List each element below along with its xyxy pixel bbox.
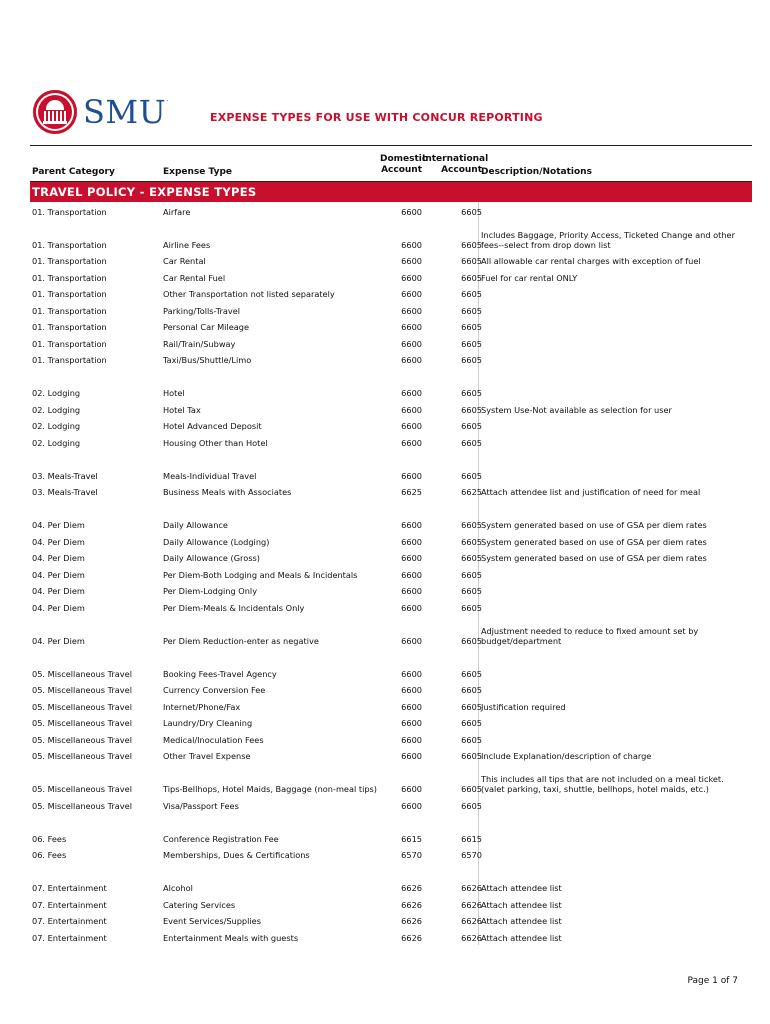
table-row (30, 384, 752, 401)
international-account-cell: 6605 (461, 569, 482, 580)
expense-type-cell: Currency Conversion Fee (163, 685, 266, 695)
parent-category-cell: 07. Entertainment (32, 932, 107, 943)
international-account-cell: 6605 (461, 470, 482, 481)
expense-type-cell: Personal Car Mileage (163, 322, 250, 332)
expense-type-cell: Per Diem Reduction-enter as negative (163, 635, 319, 646)
parent-category-cell: 05. Miscellaneous Travel (32, 668, 132, 679)
description-cell: All allowable car rental charges with exception of fuel (481, 256, 701, 266)
international-account-cell: 6605 (461, 256, 482, 266)
parent-category-cell: 04. Per Diem (32, 553, 85, 563)
header-intl-line1: International (422, 154, 489, 164)
domestic-account-cell: 6600 (401, 239, 422, 250)
table-row (30, 681, 752, 698)
table-row (30, 582, 752, 599)
parent-category-cell: 02. Lodging (32, 404, 81, 415)
domestic-account-cell: 6600 (401, 569, 422, 580)
expense-type-cell: Meals-Individual Travel (163, 470, 257, 481)
expense-type-cell: Airfare (163, 206, 191, 217)
parent-category-cell: 01. Transportation (32, 322, 107, 332)
international-account-cell: 6605 (461, 322, 482, 332)
table-row (30, 714, 752, 731)
parent-category-cell: 05. Miscellaneous Travel (32, 784, 132, 794)
domestic-account-cell: 6626 (401, 899, 422, 910)
international-account-cell: 6605 (461, 404, 482, 415)
expense-type-cell: Per Diem-Meals & Incidentals Only (163, 602, 305, 613)
international-account-cell: 6605 (461, 668, 482, 679)
international-account-cell: 6605 (461, 734, 482, 745)
international-account-cell: 6605 (461, 272, 482, 283)
parent-category-cell: 04. Per Diem (32, 569, 85, 580)
header-expense-type: Expense Type (163, 167, 232, 177)
table-row (30, 252, 752, 269)
table-row (30, 895, 752, 912)
domestic-account-cell: 6600 (401, 602, 422, 613)
table-spacer-row (30, 367, 752, 384)
parent-category-cell: 07. Entertainment (32, 899, 107, 910)
international-account-cell: 6605 (461, 305, 482, 316)
parent-category-cell: 05. Miscellaneous Travel (32, 734, 132, 745)
parent-category-cell: 04. Per Diem (32, 586, 85, 596)
parent-category-cell: 06. Fees (32, 833, 67, 844)
international-account-cell: 6605 (461, 685, 482, 695)
expense-type-cell: Per Diem-Both Lodging and Meals & Incidentals (163, 569, 358, 580)
expense-type-cell: Rail/Train/Subway (163, 338, 236, 349)
parent-category-cell: 05. Miscellaneous Travel (32, 701, 132, 712)
table-row (30, 483, 752, 500)
parent-category-cell: 04. Per Diem (32, 536, 85, 547)
parent-category-cell: 02. Lodging (32, 421, 81, 431)
expense-type-cell: Daily Allowance (Gross) (163, 553, 260, 563)
table-row (30, 219, 752, 252)
international-account-cell: 6626 (461, 883, 482, 893)
domestic-account-cell: 6626 (401, 916, 422, 926)
smu-wordmark (83, 93, 169, 131)
parent-category-cell: 01. Transportation (32, 289, 107, 299)
table-header (30, 145, 752, 182)
table-row (30, 334, 752, 351)
section-band: TRAVEL POLICY - EXPENSE TYPES (30, 182, 752, 202)
description-cell: Attach attendee list (481, 883, 562, 893)
domestic-account-cell: 6600 (401, 553, 422, 563)
document-title: EXPENSE TYPES FOR USE WITH CONCUR REPORTING (210, 111, 543, 124)
table-row (30, 417, 752, 434)
parent-category-cell: 04. Per Diem (32, 635, 85, 646)
international-account-cell: 6605 (461, 701, 482, 712)
international-account-cell: 6605 (461, 602, 482, 613)
parent-category-cell: 01. Transportation (32, 305, 107, 316)
table-row (30, 516, 752, 533)
international-account-cell: 6605 (461, 784, 482, 794)
expense-table (30, 145, 752, 945)
description-cell: Attach attendee list (481, 899, 562, 910)
header-domestic-line1: Domestic (380, 154, 428, 164)
table-row (30, 846, 752, 863)
expense-type-cell: Booking Fees-Travel Agency (163, 668, 277, 679)
domestic-account-cell: 6600 (401, 305, 422, 316)
domestic-account-cell: 6600 (401, 404, 422, 415)
description-cell: Include Explanation/description of charge (481, 751, 652, 761)
expense-type-cell: Hotel (163, 388, 185, 398)
international-account-cell: 6570 (461, 850, 482, 860)
header-domestic-account (380, 154, 428, 176)
table-row (30, 615, 752, 648)
expense-type-cell: Taxi/Bus/Shuttle/Limo (163, 355, 252, 365)
international-account-cell: 6626 (461, 932, 482, 943)
expense-type-cell: Daily Allowance (163, 520, 228, 530)
expense-type-cell: Car Rental (163, 256, 206, 266)
expense-type-cell: Catering Services (163, 899, 236, 910)
domestic-account-cell: 6600 (401, 272, 422, 283)
table-spacer-row (30, 450, 752, 467)
smu-seal-icon (33, 90, 77, 134)
international-account-cell: 6625 (461, 487, 482, 497)
description-cell: Attach attendee list (481, 932, 562, 943)
parent-category-cell: 02. Lodging (32, 388, 81, 398)
expense-type-cell: Medical/Inoculation Fees (163, 734, 264, 745)
description-cell: Attach attendee list and justification of need for meal (481, 487, 701, 497)
table-row (30, 697, 752, 714)
smu-logo (33, 90, 169, 134)
expense-type-cell: Other Transportation not listed separately (163, 289, 335, 299)
table-row (30, 664, 752, 681)
domestic-account-cell: 6600 (401, 800, 422, 811)
description-cell: Includes Baggage, Priority Access, Ticketed Change and other fees--select from drop down list (481, 229, 735, 250)
table-row (30, 351, 752, 368)
description-cell: System generated based on use of GSA per diem rates (481, 520, 707, 530)
expense-type-cell: Daily Allowance (Lodging) (163, 536, 270, 547)
table-row (30, 549, 752, 566)
expense-type-cell: Entertainment Meals with guests (163, 932, 299, 943)
header-parent-category: Parent Category (32, 167, 115, 177)
expense-type-cell: Per Diem-Lodging Only (163, 586, 258, 596)
parent-category-cell: 07. Entertainment (32, 883, 107, 893)
expense-type-cell: Car Rental Fuel (163, 272, 226, 283)
page-number: Page 1 of 7 (687, 976, 738, 986)
description-cell: System Use-Not available as selection for user (481, 404, 672, 415)
domestic-account-cell: 6600 (401, 718, 422, 728)
description-cell: Justification required (481, 701, 566, 712)
parent-category-cell: 01. Transportation (32, 206, 107, 217)
international-account-cell: 6605 (461, 437, 482, 448)
domestic-account-cell: 6600 (401, 206, 422, 217)
domestic-account-cell: 6570 (401, 850, 422, 860)
international-account-cell: 6605 (461, 206, 482, 217)
table-row (30, 268, 752, 285)
header-description: Description/Notations (481, 167, 592, 177)
table-row (30, 318, 752, 335)
description-cell: Fuel for car rental ONLY (481, 272, 578, 283)
international-account-cell: 6605 (461, 800, 482, 811)
international-account-cell: 6615 (461, 833, 482, 844)
table-row (30, 796, 752, 813)
domestic-account-cell: 6600 (401, 421, 422, 431)
table-spacer-row (30, 862, 752, 879)
header-domestic-line2: Account (381, 165, 422, 175)
expense-type-cell: Internet/Phone/Fax (163, 701, 241, 712)
parent-category-cell: 05. Miscellaneous Travel (32, 718, 132, 728)
table-row (30, 829, 752, 846)
parent-category-cell: 05. Miscellaneous Travel (32, 751, 132, 761)
international-account-cell: 6605 (461, 388, 482, 398)
expense-type-cell: Hotel Tax (163, 404, 201, 415)
table-row (30, 466, 752, 483)
table-row (30, 532, 752, 549)
expense-type-cell: Visa/Passport Fees (163, 800, 239, 811)
expense-type-cell: Business Meals with Associates (163, 487, 292, 497)
parent-category-cell: 01. Transportation (32, 355, 107, 365)
domestic-account-cell: 6600 (401, 685, 422, 695)
parent-category-cell: 02. Lodging (32, 437, 81, 448)
table-row (30, 433, 752, 450)
description-cell: Attach attendee list (481, 916, 562, 926)
parent-category-cell: 05. Miscellaneous Travel (32, 800, 132, 811)
table-spacer-row (30, 813, 752, 830)
international-account-cell: 6605 (461, 338, 482, 349)
domestic-account-cell: 6626 (401, 932, 422, 943)
parent-category-cell: 06. Fees (32, 850, 67, 860)
table-row (30, 763, 752, 796)
parent-category-cell: 07. Entertainment (32, 916, 107, 926)
international-account-cell: 6626 (461, 899, 482, 910)
domestic-account-cell: 6600 (401, 289, 422, 299)
parent-category-cell: 05. Miscellaneous Travel (32, 685, 132, 695)
expense-type-cell: Event Services/Supplies (163, 916, 261, 926)
domestic-account-cell: 6600 (401, 784, 422, 794)
description-cell: System generated based on use of GSA per diem rates (481, 536, 707, 547)
domestic-account-cell: 6600 (401, 437, 422, 448)
header-intl-line2: Account (441, 165, 482, 175)
expense-type-cell: Laundry/Dry Cleaning (163, 718, 253, 728)
domestic-account-cell: 6600 (401, 388, 422, 398)
expense-type-cell: Other Travel Expense (163, 751, 251, 761)
header-international-account (422, 154, 489, 176)
international-account-cell: 6605 (461, 289, 482, 299)
international-account-cell: 6605 (461, 586, 482, 596)
table-row (30, 301, 752, 318)
international-account-cell: 6605 (461, 751, 482, 761)
international-account-cell: 6605 (461, 536, 482, 547)
international-account-cell: 6605 (461, 355, 482, 365)
table-row (30, 928, 752, 945)
table-spacer-row (30, 648, 752, 665)
parent-category-cell: 04. Per Diem (32, 602, 85, 613)
expense-type-cell: Tips-Bellhops, Hotel Maids, Baggage (non-meal tips) (163, 784, 378, 794)
expense-type-cell: Airline Fees (163, 239, 211, 250)
table-row (30, 912, 752, 929)
international-account-cell: 6605 (461, 520, 482, 530)
parent-category-cell: 01. Transportation (32, 338, 107, 349)
domestic-account-cell: 6600 (401, 536, 422, 547)
expense-type-cell: Parking/Tolls-Travel (163, 305, 241, 316)
parent-category-cell: 01. Transportation (32, 256, 107, 266)
domestic-account-cell: 6626 (401, 883, 422, 893)
expense-type-cell: Hotel Advanced Deposit (163, 421, 262, 431)
parent-category-cell: 03. Meals-Travel (32, 487, 98, 497)
description-cell: This includes all tips that are not included on a meal ticket. (valet parking, taxi, shuttle, bellhops, hotel maids, etc.) (481, 774, 724, 794)
table-row (30, 879, 752, 896)
table-row (30, 565, 752, 582)
table-body (30, 202, 752, 945)
domestic-account-cell: 6600 (401, 355, 422, 365)
table-row (30, 202, 752, 219)
table-row (30, 730, 752, 747)
domestic-account-cell: 6600 (401, 701, 422, 712)
table-row (30, 400, 752, 417)
table-spacer-row (30, 499, 752, 516)
international-account-cell: 6626 (461, 916, 482, 926)
parent-category-cell: 01. Transportation (32, 272, 107, 283)
parent-category-cell: 01. Transportation (32, 239, 107, 250)
expense-type-cell: Memberships, Dues & Certifications (163, 850, 310, 860)
domestic-account-cell: 6600 (401, 520, 422, 530)
international-account-cell: 6605 (461, 421, 482, 431)
table-row (30, 747, 752, 764)
domestic-account-cell: 6615 (401, 833, 422, 844)
domestic-account-cell: 6600 (401, 256, 422, 266)
international-account-cell: 6605 (461, 553, 482, 563)
international-account-cell: 6605 (461, 635, 482, 646)
international-account-cell: 6605 (461, 239, 482, 250)
expense-type-cell: Alcohol (163, 883, 193, 893)
domestic-account-cell: 6600 (401, 635, 422, 646)
brand-mark: . (166, 95, 169, 103)
domestic-account-cell: 6600 (401, 751, 422, 761)
domestic-account-cell: 6625 (401, 487, 422, 497)
table-row (30, 285, 752, 302)
expense-type-cell: Housing Other than Hotel (163, 437, 268, 448)
domestic-account-cell: 6600 (401, 322, 422, 332)
description-cell: Adjustment needed to reduce to fixed amount set by budget/department (481, 625, 699, 646)
table-row (30, 598, 752, 615)
international-account-cell: 6605 (461, 718, 482, 728)
domestic-account-cell: 6600 (401, 586, 422, 596)
parent-category-cell: 03. Meals-Travel (32, 470, 98, 481)
domestic-account-cell: 6600 (401, 470, 422, 481)
expense-type-cell: Conference Registration Fee (163, 833, 279, 844)
domestic-account-cell: 6600 (401, 734, 422, 745)
domestic-account-cell: 6600 (401, 338, 422, 349)
description-cell: System generated based on use of GSA per diem rates (481, 553, 707, 563)
domestic-account-cell: 6600 (401, 668, 422, 679)
brand-text: SMU (83, 93, 167, 131)
parent-category-cell: 04. Per Diem (32, 520, 85, 530)
